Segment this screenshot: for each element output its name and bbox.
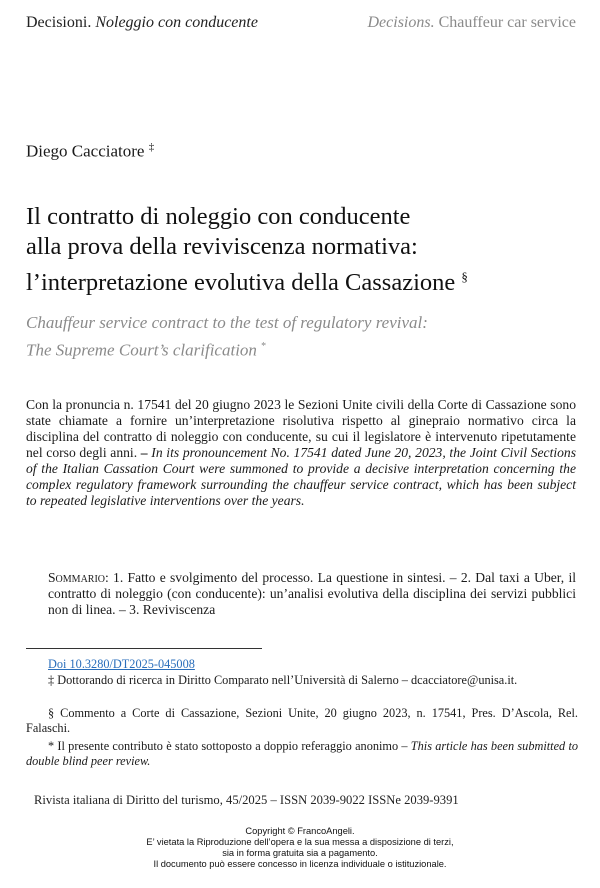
title-line-3-text: l’interpretazione evolutiva della Cassazione xyxy=(26,269,456,297)
summary-text: : 1. Fatto e svolgimento del processo. La questione in sintesi. – 2. Dal taxi a Uber, il contratto di noleggio (con conducente): un’analisi evolutiva della disciplina dei servizi pubblici non di linea. – 3. Reviviscenza xyxy=(48,570,576,617)
copyright-line-3: sia in forma gratuita sia a pagamento. xyxy=(222,848,378,858)
subtitle-line-2-text: The Supreme Court’s clarification xyxy=(26,340,257,360)
footnote-3-text-it: Il presente contributo è stato sottoposto a doppio referaggio anonimo – xyxy=(57,739,408,753)
abstract-english: In its pronouncement No. 17541 dated June 20, 2023, the Joint Civil Sections of the Italian Cassation Court were summoned to provide a decisive interpretation concerning the complex regulatory framework surrounding the chauffeur service contract, which has been subject to repeated legislative interventions over the years. xyxy=(26,445,577,508)
article-title xyxy=(26,202,586,298)
abstract-italian: Con la pronuncia n. 17541 del 20 giugno 2023 le Sezioni Unite civili della Corte di Cassazione sono state chiamate a fornire un’interpretazione risolutiva rispetto al ginepraio normativo circa la disciplina del contratto di noleggio con conducente, su cui il legislatore è intervenuto ripetutamente nel corso degli anni. xyxy=(26,397,576,460)
footnote-1 xyxy=(26,673,578,688)
header-section-en: Decisions. xyxy=(367,14,435,31)
title-line-3 xyxy=(26,262,586,298)
copyright-line-4: Il documento può essere concesso in licenza individuale o istituzionale. xyxy=(153,859,447,869)
title-line-2: alla prova della reviviscenza normativa: xyxy=(26,233,418,260)
subtitle-footnote-mark: * xyxy=(261,341,267,352)
copyright-notice xyxy=(0,826,600,870)
copyright-line-2: E’ vietata la Riproduzione dell’opera e la sua messa a disposizione di terzi, xyxy=(146,837,454,847)
journal-citation: Rivista italiana di Diritto del turismo, 45/2025 – ISSN 2039-9022 ISSNe 2039-9391 xyxy=(34,793,459,807)
footnote-3-text-en: This article has been submitted to double blind peer review. xyxy=(26,739,579,768)
title-footnote-mark: § xyxy=(461,269,468,284)
running-header-left xyxy=(26,14,258,32)
subtitle-line-1: Chauffeur service contract to the test of regulatory revival: xyxy=(26,313,428,332)
header-topic: Noleggio con conducente xyxy=(95,14,258,31)
footnote-2-mark: § xyxy=(48,706,55,720)
abstract xyxy=(26,397,576,509)
doi-link[interactable]: Doi 10.3280/DT2025-045008 xyxy=(48,657,195,671)
author-footnote-mark: ‡ xyxy=(148,141,155,153)
footnote-divider xyxy=(26,648,262,649)
header-section: Decisioni. xyxy=(26,14,92,31)
footnote-2-text: Commento a Corte di Cassazione, Sezioni Unite, 20 giugno 2023, n. 17541, Pres. D’Ascola, Rel. Falaschi. xyxy=(26,706,579,735)
author xyxy=(26,141,154,162)
footnote-1-text: Dottorando di ricerca in Diritto Comparato nell’Università di Salerno – dcacciatore@unisa.it. xyxy=(57,673,518,687)
summary-label: Sommario xyxy=(48,570,106,585)
running-header-right xyxy=(367,14,576,32)
title-line-1: Il contratto di noleggio con conducente xyxy=(26,203,411,230)
subtitle-line-2 xyxy=(26,335,586,363)
footnote-3 xyxy=(26,739,578,769)
article-subtitle xyxy=(26,311,586,363)
abstract-separator: – xyxy=(137,445,152,460)
footnote-2 xyxy=(26,706,578,736)
author-name: Diego Cacciatore xyxy=(26,141,145,161)
footnote-1-mark: ‡ xyxy=(48,673,55,687)
summary xyxy=(48,570,576,618)
header-topic-en: Chauffeur car service xyxy=(438,14,576,31)
footnote-3-mark: * xyxy=(48,739,55,753)
copyright-line-1: Copyright © FrancoAngeli. xyxy=(245,826,355,836)
